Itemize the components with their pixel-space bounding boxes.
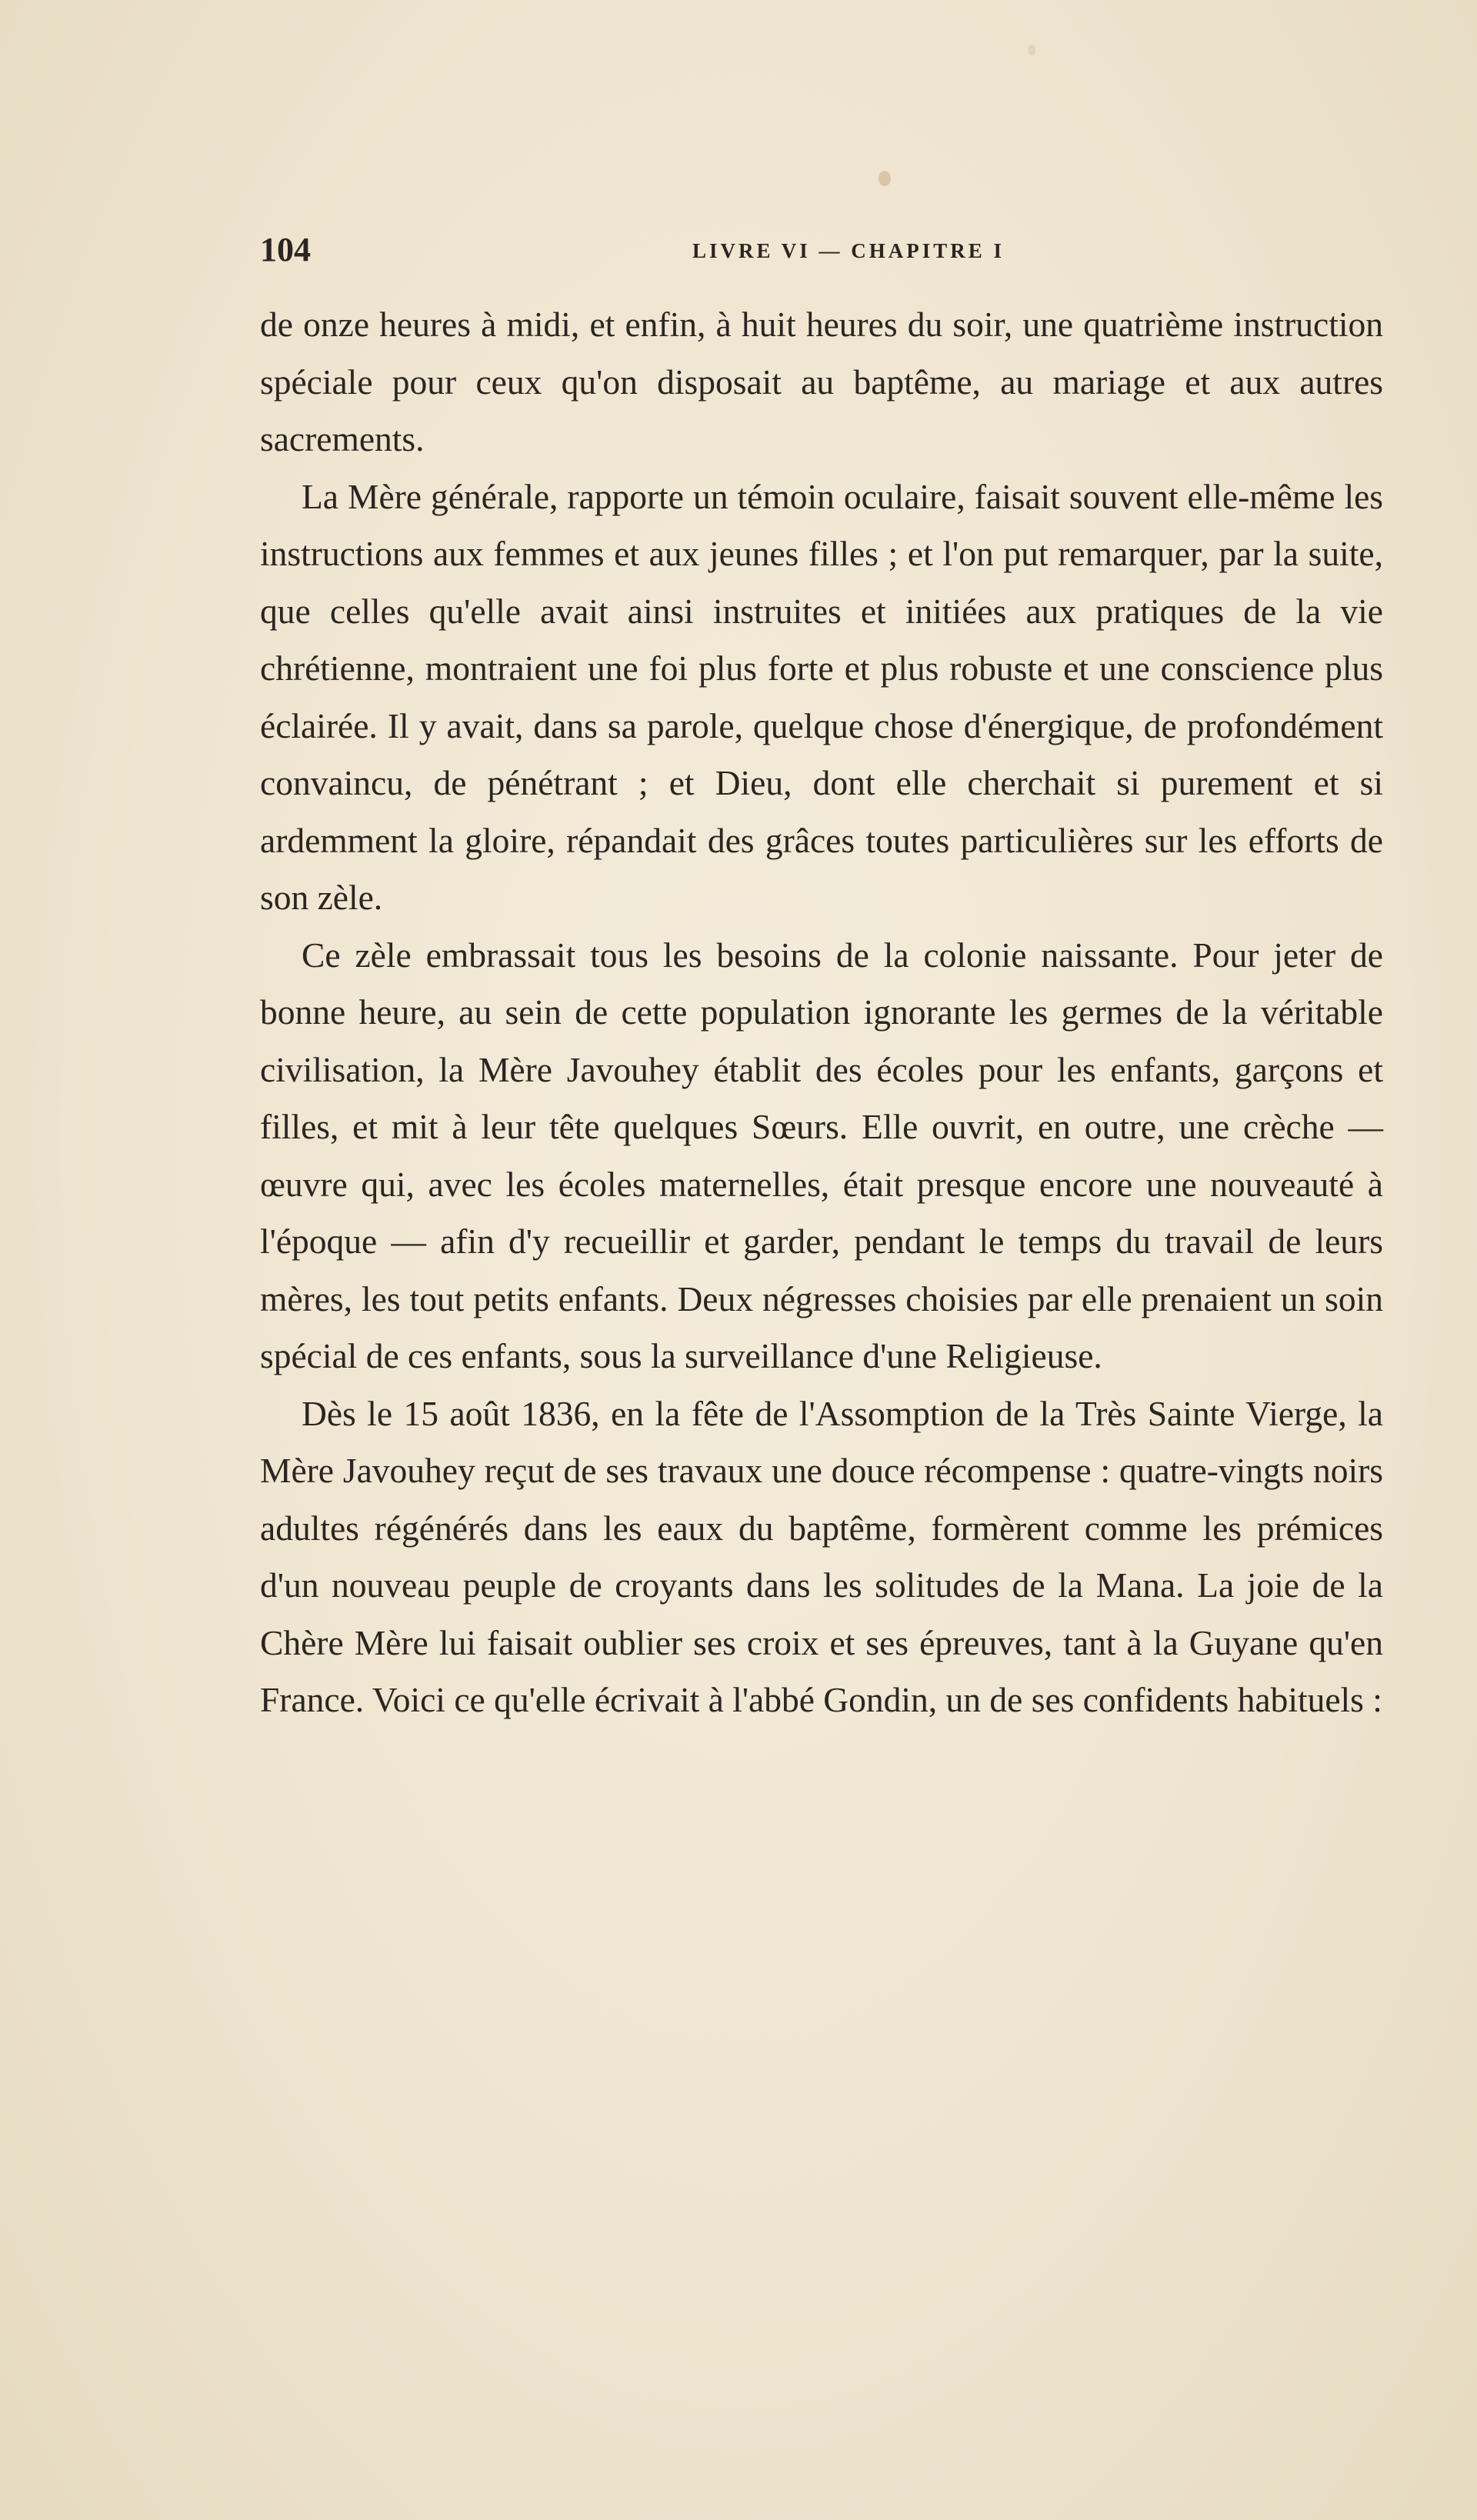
paper-stain (879, 171, 891, 186)
body-text (260, 296, 1383, 1729)
running-head: LIVRE VI — CHAPITRE I (692, 239, 1005, 262)
paragraph: Dès le 15 août 1836, en la fête de l'Assomption de la Très Sainte Vierge, la Mère Javouhey reçut de ses travaux une douce récompense : quatre-vingts noirs adultes régénérés dans les eaux du baptême, formèrent comme les prémices d'un nouveau peuple de croyants dans les solitudes de la Mana. La joie de la Chère Mère lui faisait oublier ses croix et ses épreuves, tant à la Guyane qu'en France. Voici ce qu'elle écrivait à l'abbé Gondin, un de ses confidents habituels : (260, 1393, 1383, 1719)
paper-stain (1028, 45, 1035, 55)
paragraph-continued: de onze heures à midi, et enfin, à huit heures du soir, une quatrième instruction spéciale pour ceux qu'on disposait au baptême, au mariage et aux autres sacrements. (260, 305, 1383, 458)
paragraph: La Mère générale, rapporte un témoin oculaire, faisait souvent elle-même les instructions aux femmes et aux jeunes filles ; et l'on put remarquer, par la suite, que celles qu'elle avait ainsi instruites et initiées aux pratiques de la vie chrétienne, montraient une foi plus forte et plus robuste et une conscience plus éclairée. Il y avait, dans sa parole, quelque chose d'énergique, de profondément convaincu, de pénétrant ; et Dieu, dont elle cherchait si purement et si ardemment la gloire, répandait des grâces toutes particulières sur les efforts de son zèle. (260, 476, 1383, 917)
page-number: 104 (260, 231, 311, 268)
paragraph: Ce zèle embrassait tous les besoins de la colonie naissante. Pour jeter de bonne heure, au sein de cette population ignorante les germes de la véritable civilisation, la Mère Javouhey établit des écoles pour les enfants, garçons et filles, et mit à leur tête quelques Sœurs. Elle ouvrit, en outre, une crèche — œuvre qui, avec les écoles maternelles, était presque encore une nouveauté à l'époque — afin d'y recueillir et garder, pendant le temps du travail de leurs mères, les tout petits enfants. Deux négresses choisies par elle prenaient un soin spécial de ces enfants, sous la surveillance d'une Religieuse. (260, 935, 1383, 1375)
page-header (260, 231, 1383, 269)
